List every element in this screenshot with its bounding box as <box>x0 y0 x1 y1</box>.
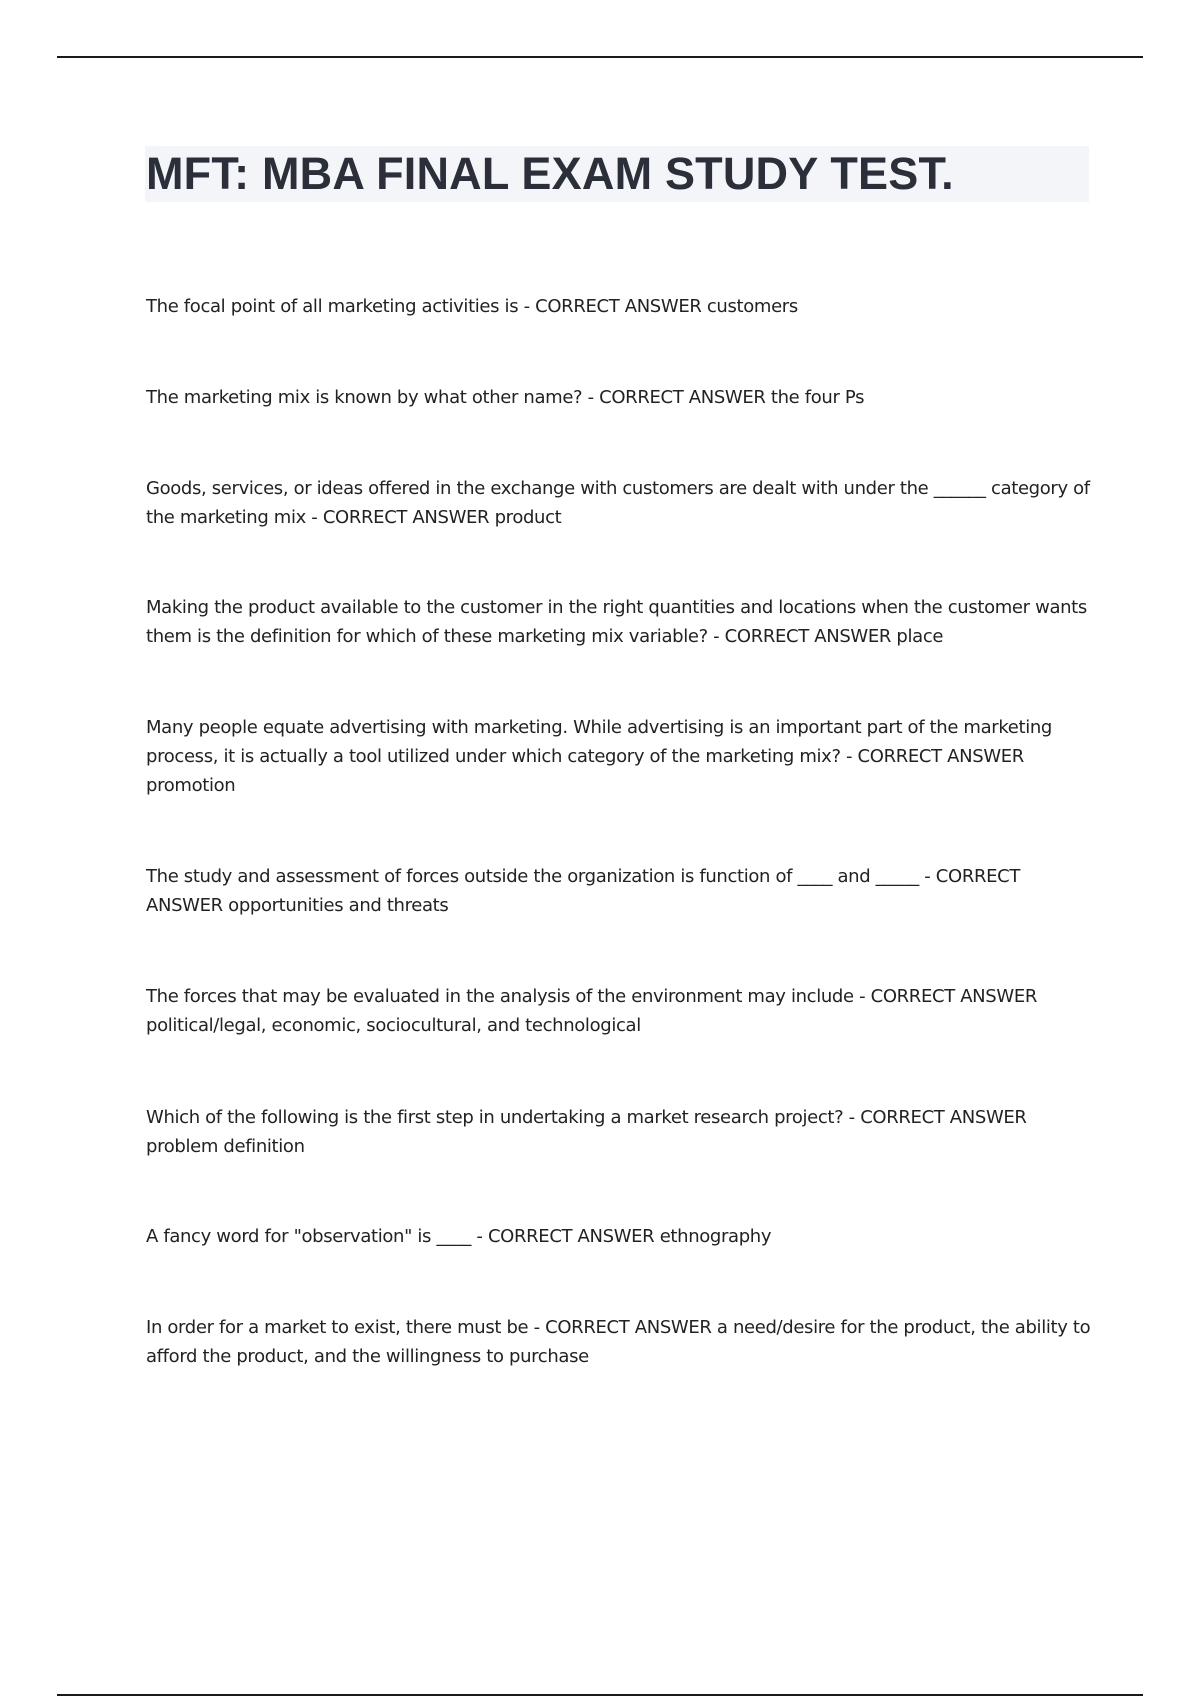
question-answer-item: A fancy word for "observation" is ____ - CORRECT ANSWER ethnography <box>146 1226 772 1247</box>
header-rule <box>57 56 1143 58</box>
question-answer-item: Which of the following is the first step in undertaking a market research project? - CORRECT ANSWER problem definition <box>146 1107 1027 1157</box>
question-answer-item: The forces that may be evaluated in the analysis of the environment may include - CORRECT ANSWER political/legal, economic, sociocultural, and technological <box>146 986 1038 1036</box>
question-answer-item: The study and assessment of forces outside the organization is function of ____ and _____ - CORRECT ANSWER opportunities and threats <box>146 866 1021 916</box>
question-answer-item: The marketing mix is known by what other name? - CORRECT ANSWER the four Ps <box>146 387 865 408</box>
question-answer-item: Many people equate advertising with marketing. While advertising is an important part of the marketing process, it is actually a tool utilized under which category of the marketing mix? - CORRECT ANSWER promotion <box>146 717 1052 796</box>
question-answer-item: In order for a market to exist, there must be - CORRECT ANSWER a need/desire for the product, the ability to afford the product, and the willingness to purchase <box>146 1317 1091 1367</box>
question-answer-item: Goods, services, or ideas offered in the exchange with customers are dealt with under the ______ category of the marketing mix - CORRECT ANSWER product <box>146 478 1090 528</box>
question-answer-item: Making the product available to the customer in the right quantities and locations when the customer wants them is the definition for which of these marketing mix variable? - CORRECT ANSWER place <box>146 597 1087 647</box>
document-title: MFT: MBA FINAL EXAM STUDY TEST. <box>146 148 954 199</box>
question-answer-item: The focal point of all marketing activities is - CORRECT ANSWER customers <box>146 296 798 317</box>
footer-rule <box>57 1694 1143 1696</box>
